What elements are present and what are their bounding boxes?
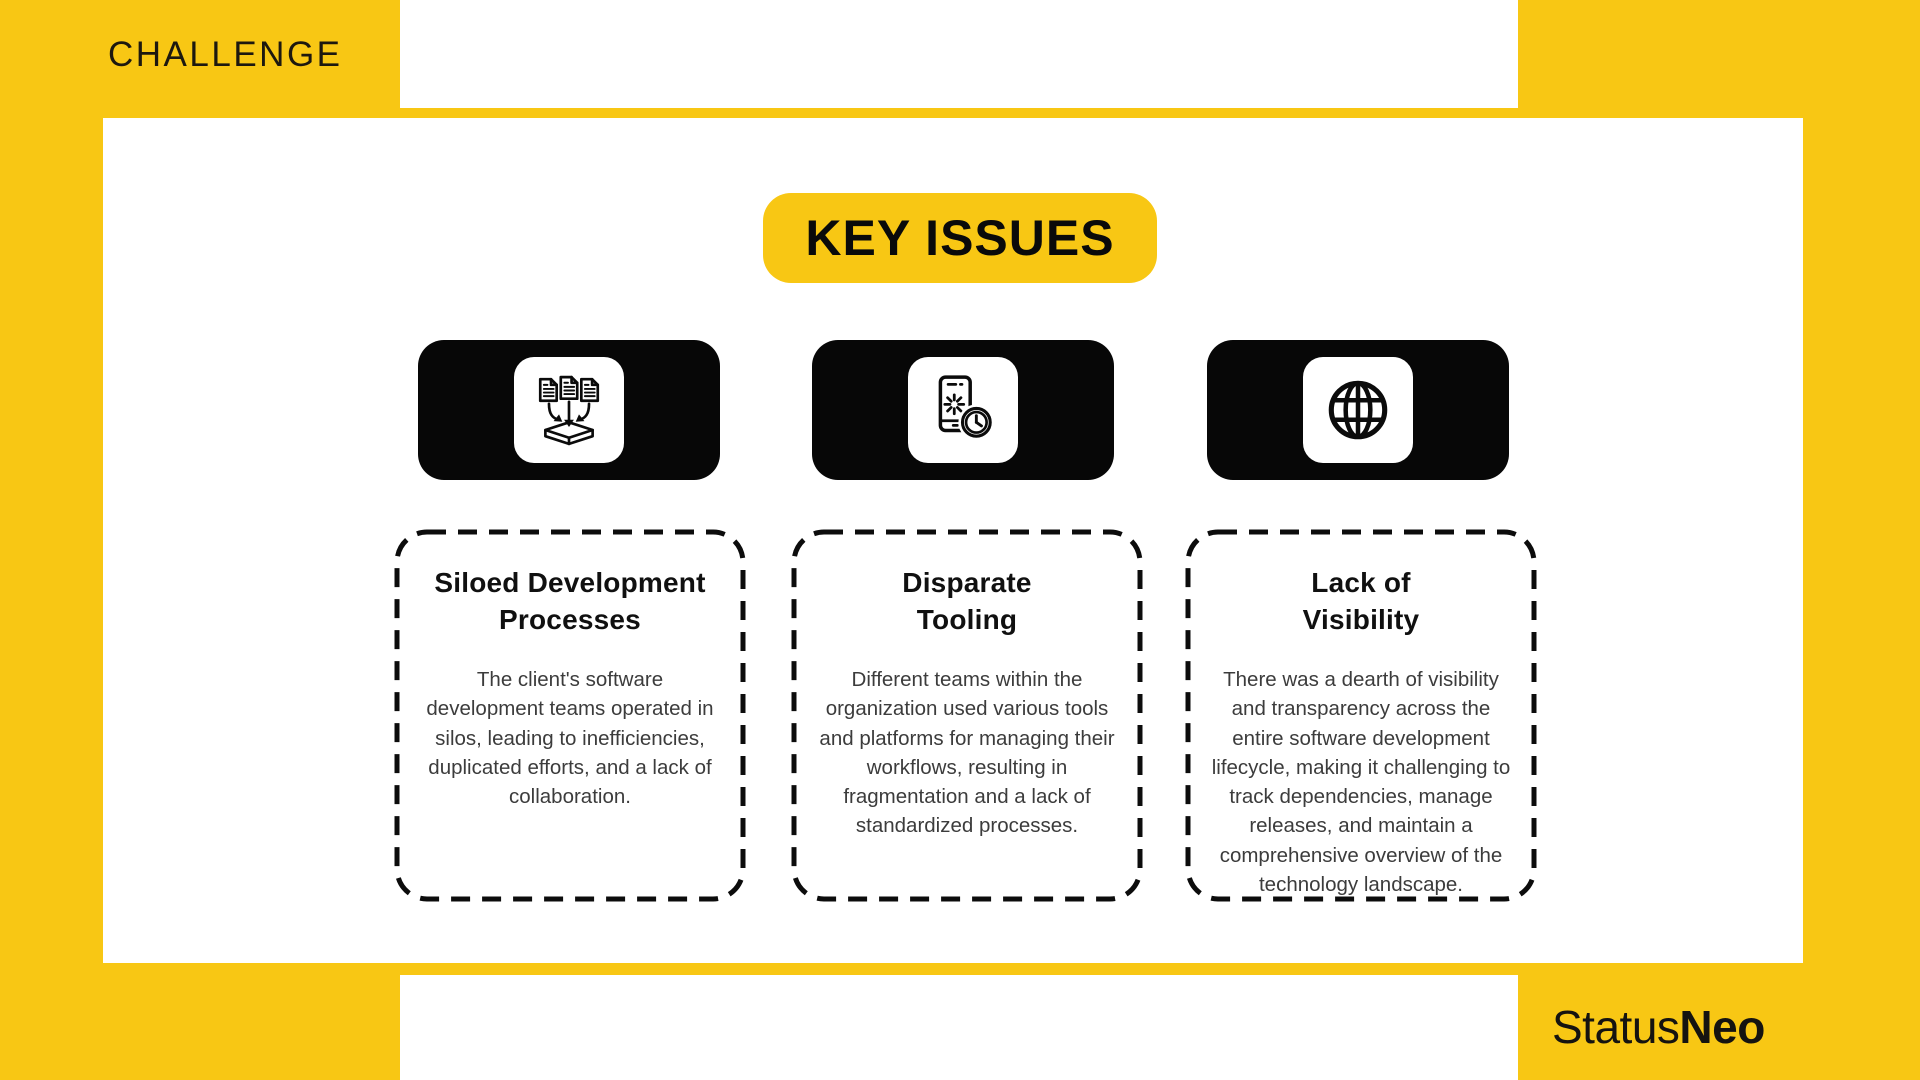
issue-title: Siloed Development Processes [434, 567, 706, 635]
icon-tile [514, 357, 624, 463]
issue-icon-box-3 [1207, 340, 1509, 480]
key-issues-badge [763, 193, 1157, 283]
issue-icon-box-2 [812, 340, 1114, 480]
issue-title: Lack of Visibility [1302, 567, 1420, 635]
challenge-tag [0, 0, 400, 110]
issue-title: Disparate Tooling [902, 567, 1032, 635]
globe-icon [1320, 372, 1396, 448]
key-issues-title: KEY ISSUES [805, 210, 1115, 266]
device-loading-time-icon [925, 372, 1001, 448]
icon-tile [1303, 357, 1413, 463]
icon-tile [908, 357, 1018, 463]
documents-consolidation-icon [531, 372, 607, 448]
issue-description: Different teams within the organization used various tools and platforms for managing their workflows, resulting in fragmentation and a lack of standardized processes. [819, 667, 1115, 838]
statusneo-logo: StatusNeo [1552, 1001, 1765, 1053]
issue-card-siloed-development [394, 529, 746, 902]
issue-icon-box-1 [418, 340, 720, 480]
issue-card-lack-of-visibility [1185, 529, 1537, 902]
top-white-tab [400, 0, 1518, 108]
issue-card-disparate-tooling [791, 529, 1143, 902]
section-label: CHALLENGE [108, 35, 343, 74]
issue-description: There was a dearth of visibility and transparency across the entire software development lifecycle, making it challenging to track dependencies, manage releases, and maintain a comprehensive overview of the technology landscape. [1211, 667, 1511, 897]
bottom-white-tab [400, 975, 1518, 1080]
issue-description: The client's software development teams operated in silos, leading to inefficiencies, duplicated efforts, and a lack of collaboration. [426, 667, 714, 809]
